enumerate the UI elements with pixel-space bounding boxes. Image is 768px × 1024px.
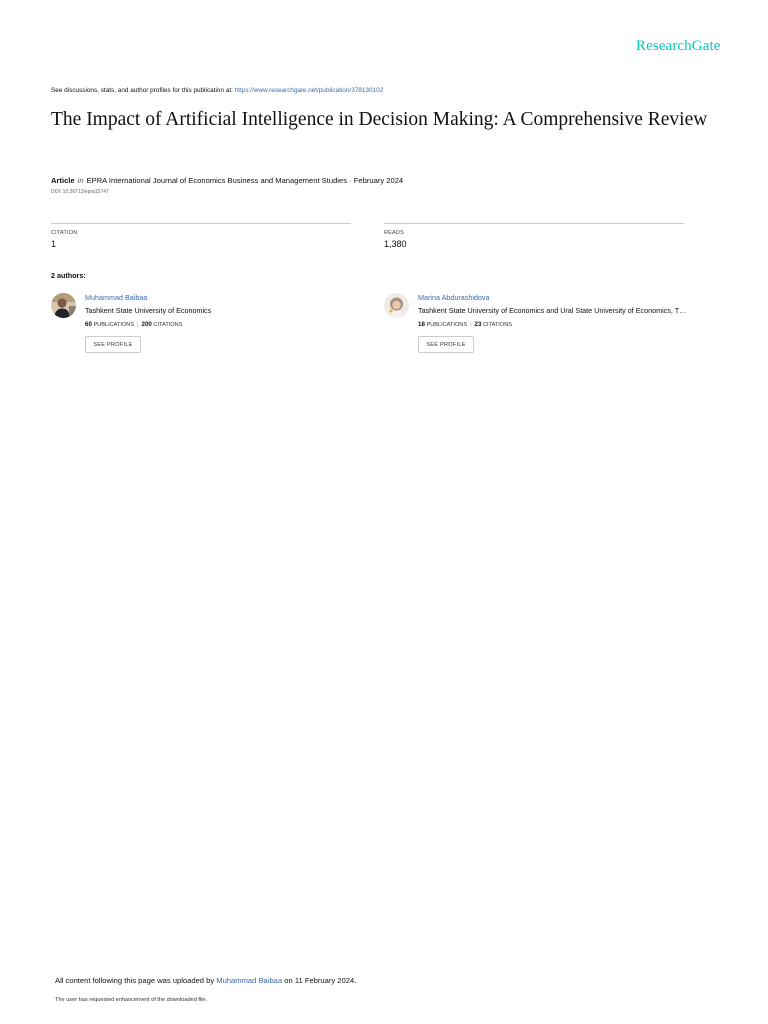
reads-label: READS <box>384 230 404 236</box>
enhancement-note: The user has requested enhancement of the downloaded file. <box>55 997 208 1003</box>
stats-separator: | <box>137 322 139 328</box>
author-photo-icon <box>384 293 409 318</box>
citation-value: 1 <box>51 239 57 249</box>
author-stats <box>85 321 182 328</box>
avatar[interactable] <box>384 293 409 318</box>
citation-divider <box>51 223 351 224</box>
publication-title: The Impact of Artificial Intelligence in Decision Making: A Comprehensive Review <box>51 109 708 130</box>
author-affiliation: Tashkent State University of Economics <box>85 306 212 315</box>
upload-date: on 11 February 2024. <box>284 976 357 985</box>
publications-count: 18 <box>418 321 425 328</box>
citations-count: 200 <box>141 321 152 328</box>
author-name-link[interactable]: Muhammad Baibaa <box>85 293 148 302</box>
reads-value: 1,380 <box>384 239 407 249</box>
discussion-line <box>51 87 383 94</box>
author-stats <box>418 321 512 328</box>
author-affiliation: Tashkent State University of Economics and Ural State University of Economics, T… <box>418 306 687 315</box>
author-name-link[interactable]: Marina Abdurashidova <box>418 293 490 302</box>
upload-footer <box>55 976 356 985</box>
author-photo-icon <box>51 293 76 318</box>
citation-label: CITATION <box>51 230 78 236</box>
discussion-prefix: See discussions, stats, and author profiles for this publication at: <box>51 87 233 94</box>
doi: DOI: 10.36713/epra15747 <box>51 189 109 195</box>
see-profile-button[interactable]: SEE PROFILE <box>85 336 141 353</box>
citations-label: CITATIONS <box>482 322 512 328</box>
upload-prefix: All content following this page was uploaded by <box>55 976 215 985</box>
publication-meta <box>51 176 403 185</box>
publication-type: Article <box>51 176 75 185</box>
see-profile-button[interactable]: SEE PROFILE <box>418 336 474 353</box>
stats-separator: | <box>470 322 472 328</box>
researchgate-logo[interactable]: ResearchGate <box>636 38 721 54</box>
citations-count: 23 <box>474 321 482 328</box>
citations-label: CITATIONS <box>153 322 183 328</box>
in-label: in <box>77 176 84 185</box>
avatar[interactable] <box>51 293 76 318</box>
publication-url-link[interactable]: https://www.researchgate.net/publication/378130102 <box>234 87 384 94</box>
publications-count: 60 <box>85 321 92 328</box>
authors-heading: 2 authors: <box>51 271 86 280</box>
publications-label: PUBLICATIONS <box>93 322 135 328</box>
reads-divider <box>384 223 684 224</box>
journal-name: EPRA International Journal of Economics Business and Management Studies · February 2024 <box>86 176 404 185</box>
publications-label: PUBLICATIONS <box>426 322 468 328</box>
uploader-link[interactable]: Muhammad Baibaa <box>216 976 283 985</box>
